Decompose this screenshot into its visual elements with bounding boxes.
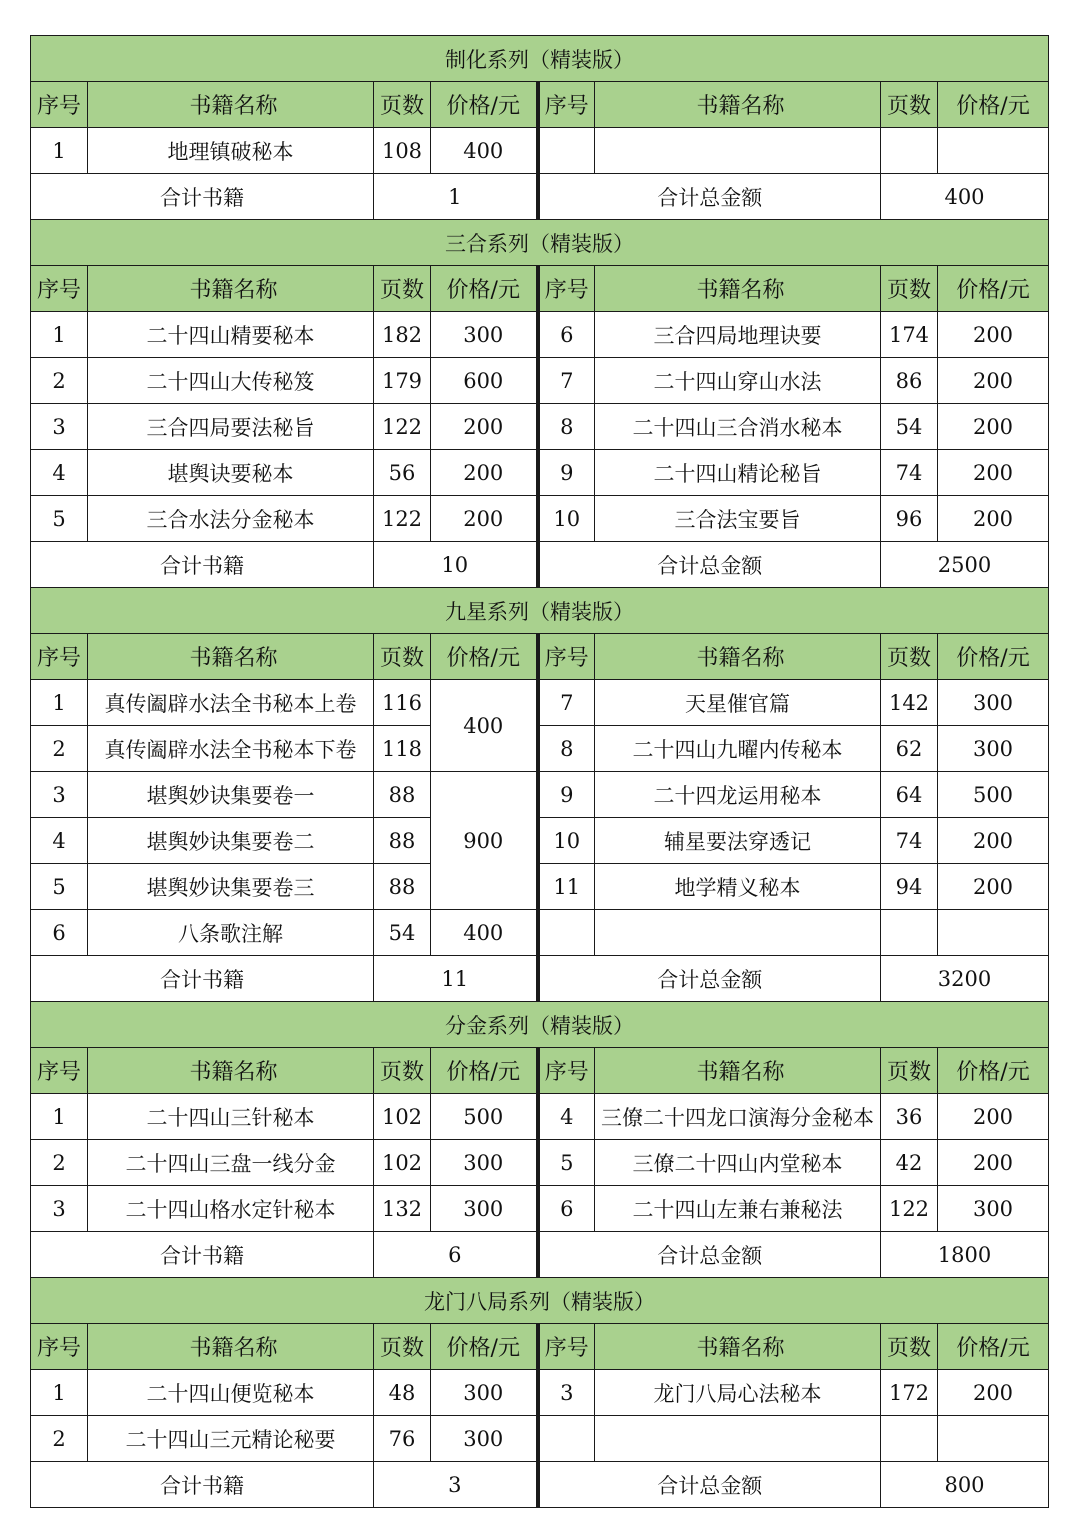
book-pages: 54	[374, 910, 431, 956]
section-title-row	[31, 220, 1049, 266]
book-price: 400	[431, 680, 538, 772]
book-catalog	[30, 35, 1048, 1508]
book-seq: 2	[31, 726, 88, 772]
book-seq: 7	[538, 680, 595, 726]
table-row	[31, 726, 1049, 772]
book-name: 真传阖辟水法全书秘本下卷	[88, 726, 374, 772]
book-seq: 8	[538, 404, 595, 450]
book-price: 300	[938, 1186, 1049, 1232]
book-pages: 42	[881, 1140, 938, 1186]
table-row	[31, 450, 1049, 496]
book-pages: 88	[374, 818, 431, 864]
book-name: 堪舆妙诀集要卷一	[88, 772, 374, 818]
column-header-name: 书籍名称	[88, 634, 374, 680]
book-price: 300	[431, 312, 538, 358]
book-pages: 179	[374, 358, 431, 404]
book-price: 200	[938, 1094, 1049, 1140]
table-row	[31, 1094, 1049, 1140]
book-pages: 76	[374, 1416, 431, 1462]
book-seq: 4	[31, 818, 88, 864]
table-row	[31, 680, 1049, 726]
column-header-price: 价格/元	[431, 82, 538, 128]
total-books-value: 3	[374, 1462, 538, 1508]
book-price: 200	[431, 496, 538, 542]
column-header-price: 价格/元	[431, 1324, 538, 1370]
book-pages: 54	[881, 404, 938, 450]
book-seq: 7	[538, 358, 595, 404]
book-price: 200	[431, 404, 538, 450]
book-seq	[538, 910, 595, 956]
total-books-value: 1	[374, 174, 538, 220]
section-title-row	[31, 1278, 1049, 1324]
book-seq: 5	[538, 1140, 595, 1186]
book-price: 300	[431, 1416, 538, 1462]
book-price: 300	[431, 1186, 538, 1232]
column-header-pages: 页数	[374, 82, 431, 128]
table-row	[31, 1370, 1049, 1416]
table-row	[31, 1140, 1049, 1186]
book-seq: 5	[31, 496, 88, 542]
section-title: 龙门八局系列（精装版）	[31, 1278, 1049, 1324]
book-price: 300	[938, 726, 1049, 772]
total-books-label: 合计书籍	[31, 542, 374, 588]
book-pages	[881, 910, 938, 956]
book-name: 二十四山左兼右兼秘法	[595, 1186, 881, 1232]
column-header-seq: 序号	[538, 266, 595, 312]
book-seq: 10	[538, 818, 595, 864]
total-books-value: 11	[374, 956, 538, 1002]
book-name: 堪舆诀要秘本	[88, 450, 374, 496]
column-header-name: 书籍名称	[88, 1324, 374, 1370]
total-books-label: 合计书籍	[31, 1232, 374, 1278]
table-row	[31, 910, 1049, 956]
book-price: 500	[938, 772, 1049, 818]
book-name: 二十四山穿山水法	[595, 358, 881, 404]
header-row	[31, 634, 1049, 680]
table-row	[31, 1416, 1049, 1462]
table-row	[31, 818, 1049, 864]
book-pages: 88	[374, 772, 431, 818]
book-name: 二十四山三合消水秘本	[595, 404, 881, 450]
book-name: 三合法宝要旨	[595, 496, 881, 542]
book-seq: 9	[538, 450, 595, 496]
book-seq: 1	[31, 312, 88, 358]
column-header-pages: 页数	[881, 634, 938, 680]
book-pages: 88	[374, 864, 431, 910]
column-header-seq: 序号	[31, 266, 88, 312]
book-price: 200	[938, 496, 1049, 542]
column-header-name: 书籍名称	[595, 82, 881, 128]
book-price: 500	[431, 1094, 538, 1140]
book-pages: 116	[374, 680, 431, 726]
column-header-seq: 序号	[31, 634, 88, 680]
book-name: 天星催官篇	[595, 680, 881, 726]
book-name	[595, 128, 881, 174]
table-row	[31, 772, 1049, 818]
book-price: 900	[431, 772, 538, 910]
table-row	[31, 496, 1049, 542]
book-seq: 9	[538, 772, 595, 818]
total-books-value: 10	[374, 542, 538, 588]
book-name	[595, 1416, 881, 1462]
column-header-pages: 页数	[881, 82, 938, 128]
column-header-seq: 序号	[31, 1048, 88, 1094]
book-price: 200	[938, 404, 1049, 450]
column-header-price: 价格/元	[431, 1048, 538, 1094]
book-pages: 122	[374, 404, 431, 450]
book-pages	[881, 128, 938, 174]
section-total-row	[31, 1232, 1049, 1278]
column-header-price: 价格/元	[938, 1048, 1049, 1094]
book-seq: 1	[31, 128, 88, 174]
book-price: 200	[938, 1140, 1049, 1186]
column-header-price: 价格/元	[431, 266, 538, 312]
book-pages: 74	[881, 818, 938, 864]
total-amount-label: 合计总金额	[538, 956, 881, 1002]
section-title-row	[31, 588, 1049, 634]
column-header-seq: 序号	[31, 1324, 88, 1370]
catalog-table	[30, 35, 1049, 1508]
book-seq: 6	[538, 312, 595, 358]
book-name: 堪舆妙诀集要卷二	[88, 818, 374, 864]
book-name: 二十四山三针秘本	[88, 1094, 374, 1140]
book-price: 200	[938, 864, 1049, 910]
column-header-name: 书籍名称	[595, 634, 881, 680]
book-seq: 2	[31, 358, 88, 404]
column-header-pages: 页数	[374, 1324, 431, 1370]
column-header-name: 书籍名称	[595, 1324, 881, 1370]
book-name: 二十四山精要秘本	[88, 312, 374, 358]
book-pages: 36	[881, 1094, 938, 1140]
column-header-pages: 页数	[881, 1048, 938, 1094]
book-name: 三合四局地理诀要	[595, 312, 881, 358]
book-pages: 102	[374, 1140, 431, 1186]
total-amount-label: 合计总金额	[538, 174, 881, 220]
book-pages: 118	[374, 726, 431, 772]
table-row	[31, 312, 1049, 358]
book-name: 真传阖辟水法全书秘本上卷	[88, 680, 374, 726]
section-title: 三合系列（精装版）	[31, 220, 1049, 266]
header-row	[31, 1048, 1049, 1094]
column-header-name: 书籍名称	[88, 266, 374, 312]
section-title-row	[31, 36, 1049, 82]
book-seq	[538, 128, 595, 174]
book-name: 三合四局要法秘旨	[88, 404, 374, 450]
column-header-price: 价格/元	[431, 634, 538, 680]
book-name: 地学精义秘本	[595, 864, 881, 910]
book-pages: 96	[881, 496, 938, 542]
column-header-pages: 页数	[374, 266, 431, 312]
book-seq: 2	[31, 1140, 88, 1186]
column-header-seq: 序号	[538, 1324, 595, 1370]
total-amount-value: 3200	[881, 956, 1049, 1002]
book-seq: 6	[538, 1186, 595, 1232]
book-name: 地理镇破秘本	[88, 128, 374, 174]
book-price: 200	[431, 450, 538, 496]
book-name: 三僚二十四山内堂秘本	[595, 1140, 881, 1186]
column-header-price: 价格/元	[938, 634, 1049, 680]
book-price: 200	[938, 312, 1049, 358]
book-name: 堪舆妙诀集要卷三	[88, 864, 374, 910]
book-price: 200	[938, 358, 1049, 404]
total-amount-label: 合计总金额	[538, 1232, 881, 1278]
book-pages: 94	[881, 864, 938, 910]
book-name: 八条歌注解	[88, 910, 374, 956]
total-books-label: 合计书籍	[31, 956, 374, 1002]
book-name: 二十四龙运用秘本	[595, 772, 881, 818]
header-row	[31, 1324, 1049, 1370]
book-seq: 4	[31, 450, 88, 496]
book-pages: 172	[881, 1370, 938, 1416]
book-name: 二十四山三元精论秘要	[88, 1416, 374, 1462]
book-seq: 11	[538, 864, 595, 910]
book-seq: 1	[31, 680, 88, 726]
book-price: 600	[431, 358, 538, 404]
book-pages: 182	[374, 312, 431, 358]
table-row	[31, 358, 1049, 404]
book-price: 400	[431, 128, 538, 174]
column-header-price: 价格/元	[938, 82, 1049, 128]
book-seq: 1	[31, 1370, 88, 1416]
book-name: 二十四山精论秘旨	[595, 450, 881, 496]
section-total-row	[31, 956, 1049, 1002]
book-pages: 108	[374, 128, 431, 174]
table-row	[31, 1186, 1049, 1232]
section-title: 制化系列（精装版）	[31, 36, 1049, 82]
total-amount-label: 合计总金额	[538, 1462, 881, 1508]
section-title-row	[31, 1002, 1049, 1048]
column-header-seq: 序号	[31, 82, 88, 128]
column-header-price: 价格/元	[938, 1324, 1049, 1370]
book-name: 二十四山九曜内传秘本	[595, 726, 881, 772]
column-header-pages: 页数	[881, 266, 938, 312]
book-name: 二十四山三盘一线分金	[88, 1140, 374, 1186]
book-price	[938, 1416, 1049, 1462]
column-header-name: 书籍名称	[88, 82, 374, 128]
table-row	[31, 864, 1049, 910]
book-seq: 4	[538, 1094, 595, 1140]
book-pages: 74	[881, 450, 938, 496]
section-title: 分金系列（精装版）	[31, 1002, 1049, 1048]
book-pages: 132	[374, 1186, 431, 1232]
total-amount-value: 400	[881, 174, 1049, 220]
column-header-seq: 序号	[538, 634, 595, 680]
book-price	[938, 910, 1049, 956]
book-pages: 122	[374, 496, 431, 542]
column-header-name: 书籍名称	[88, 1048, 374, 1094]
book-seq: 3	[31, 1186, 88, 1232]
book-name: 二十四山格水定针秘本	[88, 1186, 374, 1232]
book-price: 300	[938, 680, 1049, 726]
header-row	[31, 82, 1049, 128]
column-header-pages: 页数	[374, 1048, 431, 1094]
book-pages: 56	[374, 450, 431, 496]
book-name	[595, 910, 881, 956]
book-pages: 122	[881, 1186, 938, 1232]
book-pages: 62	[881, 726, 938, 772]
column-header-name: 书籍名称	[595, 1048, 881, 1094]
column-header-pages: 页数	[374, 634, 431, 680]
total-books-label: 合计书籍	[31, 1462, 374, 1508]
table-row	[31, 404, 1049, 450]
book-seq: 3	[538, 1370, 595, 1416]
section-total-row	[31, 1462, 1049, 1508]
book-name: 二十四山大传秘笈	[88, 358, 374, 404]
book-price: 200	[938, 1370, 1049, 1416]
section-title: 九星系列（精装版）	[31, 588, 1049, 634]
column-header-seq: 序号	[538, 1048, 595, 1094]
book-price: 300	[431, 1140, 538, 1186]
book-name: 龙门八局心法秘本	[595, 1370, 881, 1416]
column-header-seq: 序号	[538, 82, 595, 128]
book-name: 二十四山便览秘本	[88, 1370, 374, 1416]
book-price: 300	[431, 1370, 538, 1416]
book-price: 200	[938, 818, 1049, 864]
section-total-row	[31, 174, 1049, 220]
column-header-pages: 页数	[881, 1324, 938, 1370]
book-pages: 174	[881, 312, 938, 358]
total-amount-value: 2500	[881, 542, 1049, 588]
book-pages	[881, 1416, 938, 1462]
book-pages: 48	[374, 1370, 431, 1416]
book-seq: 6	[31, 910, 88, 956]
table-row	[31, 128, 1049, 174]
book-name: 三僚二十四龙口演海分金秘本	[595, 1094, 881, 1140]
book-price: 200	[938, 450, 1049, 496]
book-seq: 8	[538, 726, 595, 772]
book-seq: 10	[538, 496, 595, 542]
total-books-value: 6	[374, 1232, 538, 1278]
book-pages: 102	[374, 1094, 431, 1140]
book-name: 三合水法分金秘本	[88, 496, 374, 542]
book-seq	[538, 1416, 595, 1462]
total-amount-value: 1800	[881, 1232, 1049, 1278]
book-pages: 142	[881, 680, 938, 726]
book-seq: 2	[31, 1416, 88, 1462]
book-name: 辅星要法穿透记	[595, 818, 881, 864]
total-amount-value: 800	[881, 1462, 1049, 1508]
total-amount-label: 合计总金额	[538, 542, 881, 588]
book-seq: 1	[31, 1094, 88, 1140]
book-pages: 64	[881, 772, 938, 818]
total-books-label: 合计书籍	[31, 174, 374, 220]
column-header-price: 价格/元	[938, 266, 1049, 312]
book-seq: 3	[31, 772, 88, 818]
book-price	[938, 128, 1049, 174]
header-row	[31, 266, 1049, 312]
book-seq: 3	[31, 404, 88, 450]
section-total-row	[31, 542, 1049, 588]
column-header-name: 书籍名称	[595, 266, 881, 312]
book-price: 400	[431, 910, 538, 956]
book-seq: 5	[31, 864, 88, 910]
book-pages: 86	[881, 358, 938, 404]
